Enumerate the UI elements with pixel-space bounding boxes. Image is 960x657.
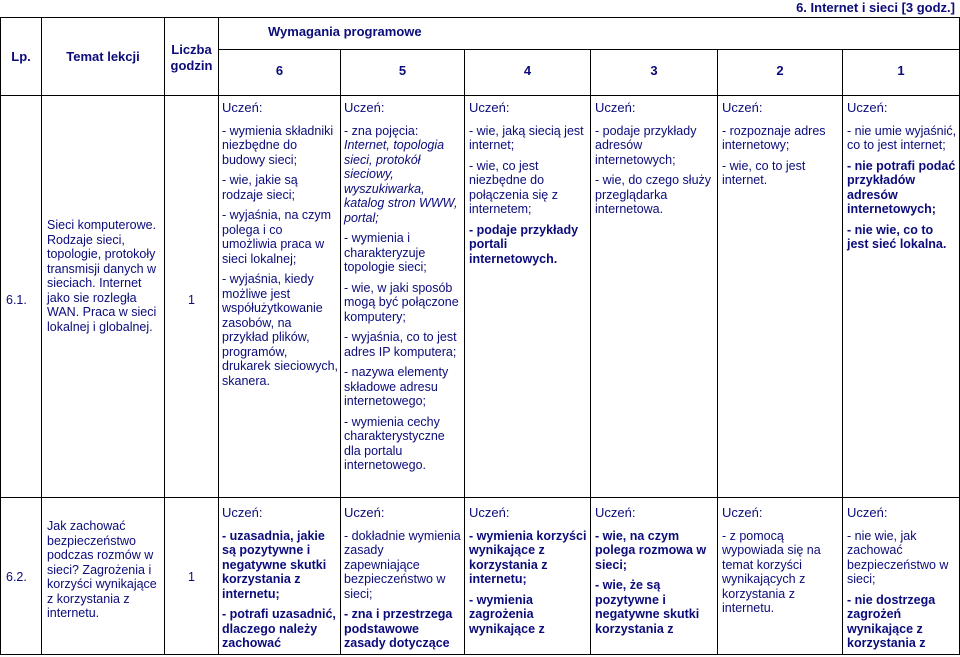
- requirement-item: - uzasadnia, jakie są pozytywne i negatywne skutki korzystania z internetu;: [222, 528, 327, 601]
- requirement-item: - wie, jaką siecią jest internet;: [469, 123, 584, 152]
- requirement-item: - nie wie, jak zachować bezpieczeństwo w sieci;: [847, 528, 949, 586]
- header-hours: Liczba godzin: [170, 42, 213, 73]
- level-2-requirements: [722, 101, 840, 194]
- level-5-requirements: [344, 101, 462, 479]
- requirement-item: - potrafi uzasadnić, dlaczego należy zachować: [222, 607, 336, 650]
- requirement-item: - wymienia cechy charakterystyczne dla portalu internetowego.: [344, 414, 445, 472]
- requirement-item: - wymienia składniki niezbędne do budowy sieci;: [222, 123, 334, 167]
- level-2: 2: [776, 63, 784, 78]
- uczen-label: Uczeń:: [722, 100, 763, 115]
- requirement-item: - wyjaśnia, na czym polega i co umożliwia praca w sieci lokalnej;: [222, 208, 332, 266]
- row-lp: 6.2.: [6, 570, 27, 584]
- requirement-item: - wie, do czego służy przeglądarka internetowa.: [595, 173, 712, 216]
- requirement-item: - wyjaśnia, kiedy możliwe jest współużytkowanie zasobów, na przykład plików, programów, drukarek sieciowych, skanera.: [222, 272, 339, 388]
- uczen-label: Uczeń:: [847, 505, 888, 520]
- col-border: [218, 17, 219, 655]
- level-5: 5: [398, 63, 407, 78]
- row-topic: Sieci komputerowe. Rodzaje sieci, topologie, protokoły transmisji danych w sieciach. Internet jako sie rozległa WAN. Praca w sieci lokalnej i globalnej.: [47, 218, 157, 334]
- table-border-top: [0, 17, 960, 18]
- col-border-left: [0, 17, 1, 655]
- requirement-item: - podaje przykłady portali internetowych.: [469, 222, 579, 266]
- requirement-item: - wyjaśnia, co to jest adres IP komputera;: [344, 330, 457, 359]
- requirement-item: - podaje przykłady adresów internetowych;: [595, 123, 697, 167]
- col-border: [842, 49, 843, 655]
- row-lp: 6.1.: [6, 293, 27, 307]
- col-border: [464, 49, 465, 655]
- col-border: [717, 49, 718, 655]
- requirement-item: - wie, w jaki sposób mogą być połączone komputery;: [344, 280, 459, 324]
- requirement-item: - dokładnie wymienia zasady zapewniające bezpieczeństwo w sieci;: [344, 528, 461, 601]
- level-4-requirements: [469, 506, 588, 642]
- col-border: [340, 49, 341, 655]
- level-1-requirements: [847, 101, 957, 258]
- uczen-label: Uczeń:: [344, 505, 385, 520]
- section-title: 6. Internet i sieci [3 godz.]: [796, 0, 955, 15]
- uczen-label: Uczeń:: [595, 505, 636, 520]
- uczen-label: Uczeń:: [469, 505, 510, 520]
- uczen-label: Uczeń:: [595, 100, 636, 115]
- level-4-requirements: [469, 101, 588, 272]
- requirement-item: - nie umie wyjaśnić, co to jest internet;: [847, 123, 957, 152]
- level-4: 4: [523, 63, 532, 78]
- requirement-item: - wie, jakie są rodzaje sieci;: [222, 173, 298, 202]
- header-topic: Temat lekcji: [66, 49, 140, 64]
- level-1-requirements: [847, 506, 957, 657]
- level-1: 1: [897, 63, 905, 78]
- level-3: 3: [650, 63, 658, 78]
- uczen-label: Uczeń:: [847, 100, 888, 115]
- level-6: 6: [275, 63, 284, 78]
- requirement-item: - wie, że są pozytywne i negatywne skutki korzystania z: [595, 578, 700, 636]
- requirement-item: - nazywa elementy składowe adresu internetowego;: [344, 365, 449, 408]
- requirement-item: - nie dostrzega zagrożeń wynikające z korzystania z: [847, 592, 936, 650]
- requirement-item: - wymienia zagrożenia wynikające z: [469, 592, 545, 636]
- level-2-requirements: [722, 506, 840, 622]
- requirement-item: - nie potrafi podać przykładów adresów internetowych;: [847, 158, 956, 216]
- requirement-item: - nie wie, co to jest sieć lokalna.: [847, 222, 947, 251]
- requirement-item: - wie, co jest niezbędne do połączenia się z internetem;: [469, 158, 558, 216]
- uczen-label: Uczeń:: [222, 100, 263, 115]
- requirement-item: - wymienia i charakteryzuje topologie sieci;: [344, 231, 427, 274]
- level-5-requirements: [344, 506, 462, 657]
- requirement-item: - wie, na czym polega rozmowa w sieci;: [595, 528, 707, 572]
- requirement-item: Internet, topologia sieci, protokół sieciowy, wyszukiwarka, katalog stron WWW, portal;: [344, 138, 458, 225]
- row-hours: 1: [188, 293, 195, 307]
- requirement-item: - wie, co to jest internet.: [722, 158, 806, 187]
- level-6-requirements: [222, 506, 338, 657]
- uczen-label: Uczeń:: [344, 100, 385, 115]
- header-requirements: Wymagania programowe: [268, 24, 422, 39]
- col-border: [164, 17, 165, 655]
- row-divider: [0, 497, 960, 498]
- requirement-item: - z pomocą wypowiada się na temat korzyści wynikających z korzystania z internetu.: [722, 528, 821, 615]
- requirement-item: - zna pojęcia:: [344, 123, 419, 138]
- level-3-requirements: [595, 101, 715, 223]
- uczen-label: Uczeń:: [722, 505, 763, 520]
- uczen-label: Uczeń:: [469, 100, 510, 115]
- row-hours: 1: [188, 570, 195, 584]
- level-6-requirements: [222, 101, 338, 394]
- requirement-item: - rozpoznaje adres internetowy;: [722, 123, 826, 152]
- requirement-item: - zna i przestrzega podstawowe zasady dotyczące: [344, 607, 453, 650]
- uczen-label: Uczeń:: [222, 505, 263, 520]
- col-border: [590, 49, 591, 655]
- level-3-requirements: [595, 506, 715, 642]
- header-bottom: [0, 95, 960, 96]
- col-border: [41, 17, 42, 655]
- requirement-item: - wymienia korzyści wynikające z korzystania z internetu;: [469, 528, 587, 586]
- row-topic: Jak zachować bezpieczeństwo podczas rozmów w sieci? Zagrożenia i korzyści wynikające z korzystania z internetu.: [47, 519, 157, 620]
- header-lp: Lp.: [11, 49, 31, 64]
- header-divider: [218, 49, 960, 50]
